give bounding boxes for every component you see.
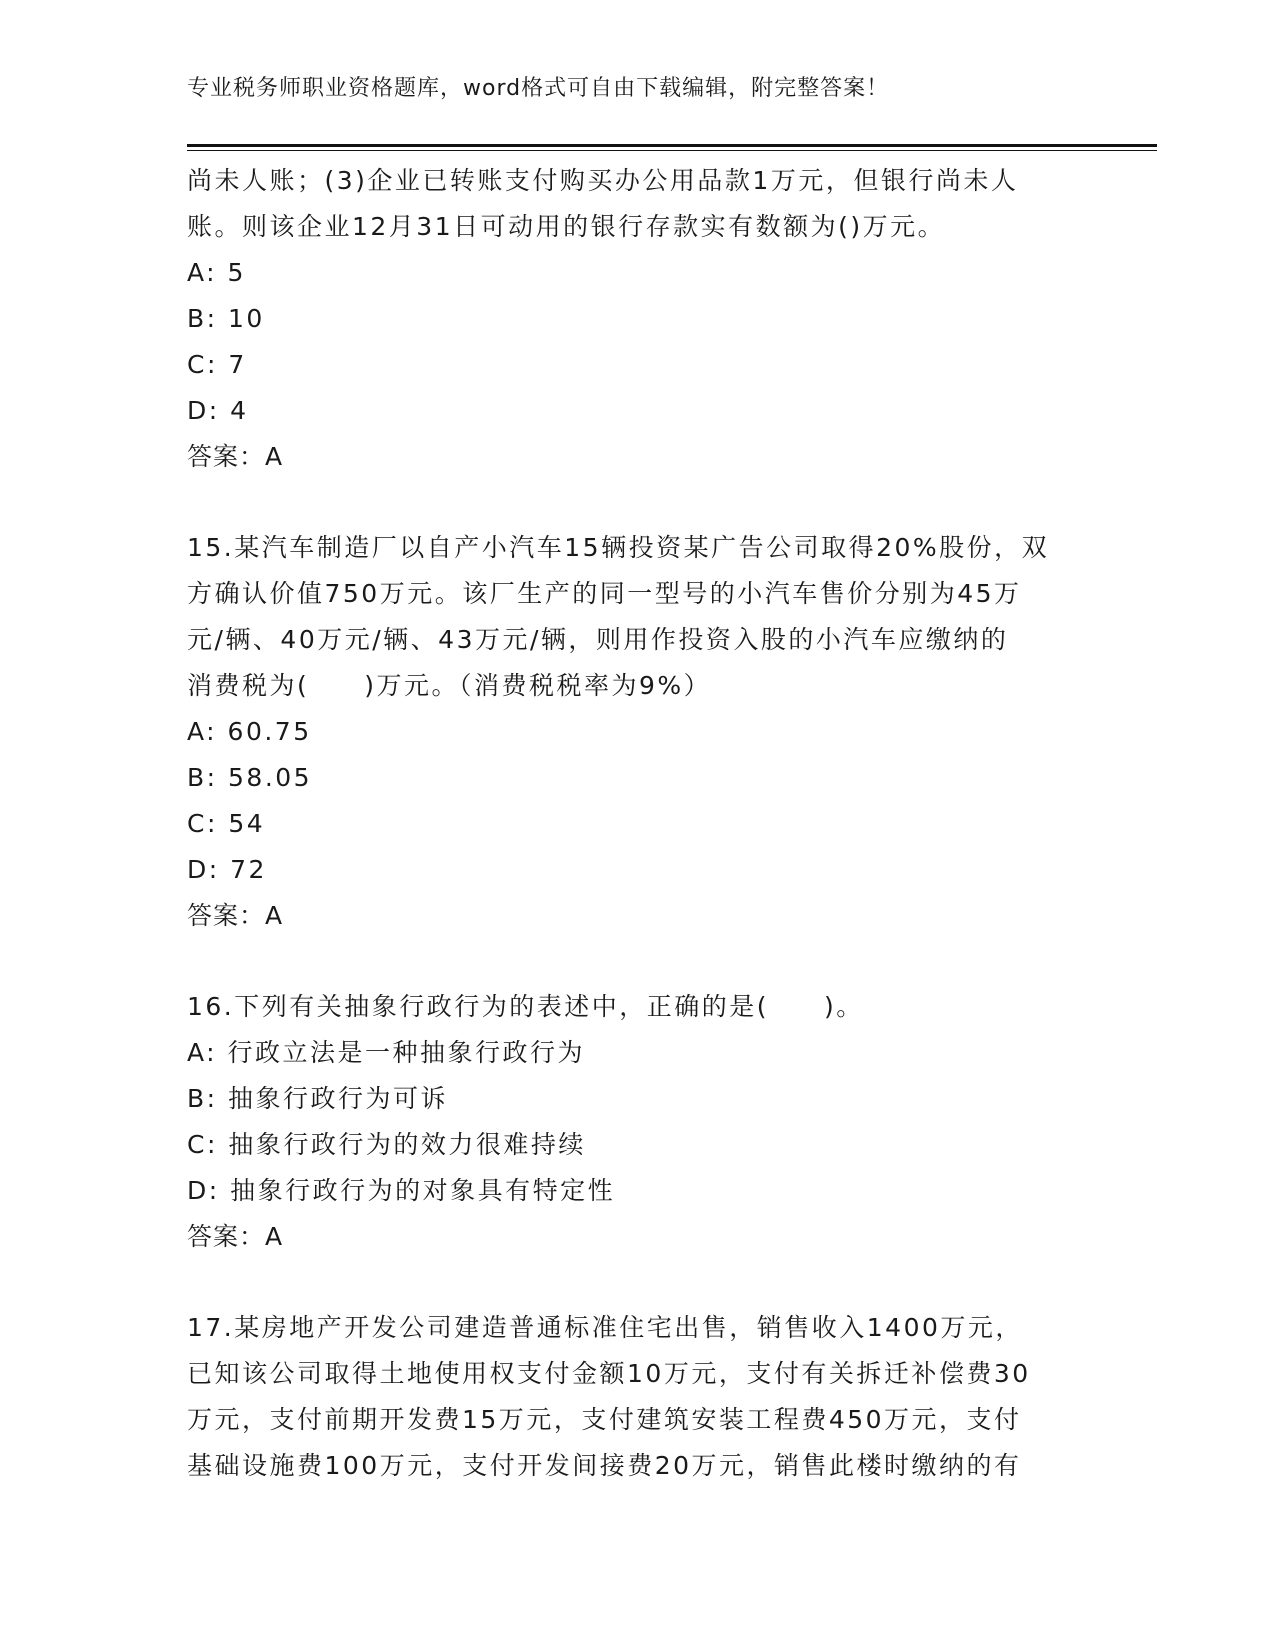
question-spacer xyxy=(187,480,1097,525)
page-header: 专业税务师职业资格题库，word格式可自由下载编辑，附完整答案！ xyxy=(187,76,890,101)
answer-line: 答案：A xyxy=(187,442,284,471)
question-text-line: 已知该公司取得土地使用权支付金额10万元，支付有关拆迁补偿费30 xyxy=(187,1359,1031,1388)
option-a: A: 60.75 xyxy=(187,717,312,746)
question-17 xyxy=(187,1305,1097,1489)
option-d: D: 抽象行政行为的对象具有特定性 xyxy=(187,1176,616,1205)
question-text-line: 尚未人账；(3)企业已转账支付购买办公用品款1万元，但银行尚未人 xyxy=(187,166,1019,195)
question-spacer xyxy=(187,939,1097,984)
option-b: B: 抽象行政行为可诉 xyxy=(187,1084,449,1113)
option-a: A: 5 xyxy=(187,258,246,287)
question-14 xyxy=(187,158,1097,480)
option-a: A: 行政立法是一种抽象行政行为 xyxy=(187,1038,586,1067)
question-text-line: 方确认价值750万元。该厂生产的同一型号的小汽车售价分别为45万 xyxy=(187,579,1022,608)
question-text-line: 基础设施费100万元，支付开发间接费20万元，销售此楼时缴纳的有 xyxy=(187,1451,1022,1480)
header-divider xyxy=(187,144,1157,147)
answer-line: 答案：A xyxy=(187,1222,284,1251)
question-16 xyxy=(187,984,1097,1260)
question-text-line: 16.下列有关抽象行政行为的表述中，正确的是( )。 xyxy=(187,992,864,1021)
option-d: D: 4 xyxy=(187,396,249,425)
question-text-line: 17.某房地产开发公司建造普通标准住宅出售，销售收入1400万元， xyxy=(187,1313,1023,1342)
option-b: B: 10 xyxy=(187,304,265,333)
option-c: C: 54 xyxy=(187,809,266,838)
document-body xyxy=(187,158,1097,1489)
question-text-line: 万元，支付前期开发费15万元，支付建筑安装工程费450万元，支付 xyxy=(187,1405,1022,1434)
question-15 xyxy=(187,525,1097,939)
question-spacer xyxy=(187,1260,1097,1305)
question-text-line: 消费税为( )万元。（消费税税率为9%） xyxy=(187,671,712,700)
option-c: C: 抽象行政行为的效力很难持续 xyxy=(187,1130,586,1159)
question-text-line: 15.某汽车制造厂以自产小汽车15辆投资某广告公司取得20%股份，双 xyxy=(187,533,1050,562)
question-text-line: 账。则该企业12月31日可动用的银行存款实有数额为()万元。 xyxy=(187,212,946,241)
option-c: C: 7 xyxy=(187,350,247,379)
question-text-line: 元/辆、40万元/辆、43万元/辆，则用作投资入股的小汽车应缴纳的 xyxy=(187,625,1009,654)
option-b: B: 58.05 xyxy=(187,763,313,792)
answer-line: 答案：A xyxy=(187,901,284,930)
option-d: D: 72 xyxy=(187,855,267,884)
